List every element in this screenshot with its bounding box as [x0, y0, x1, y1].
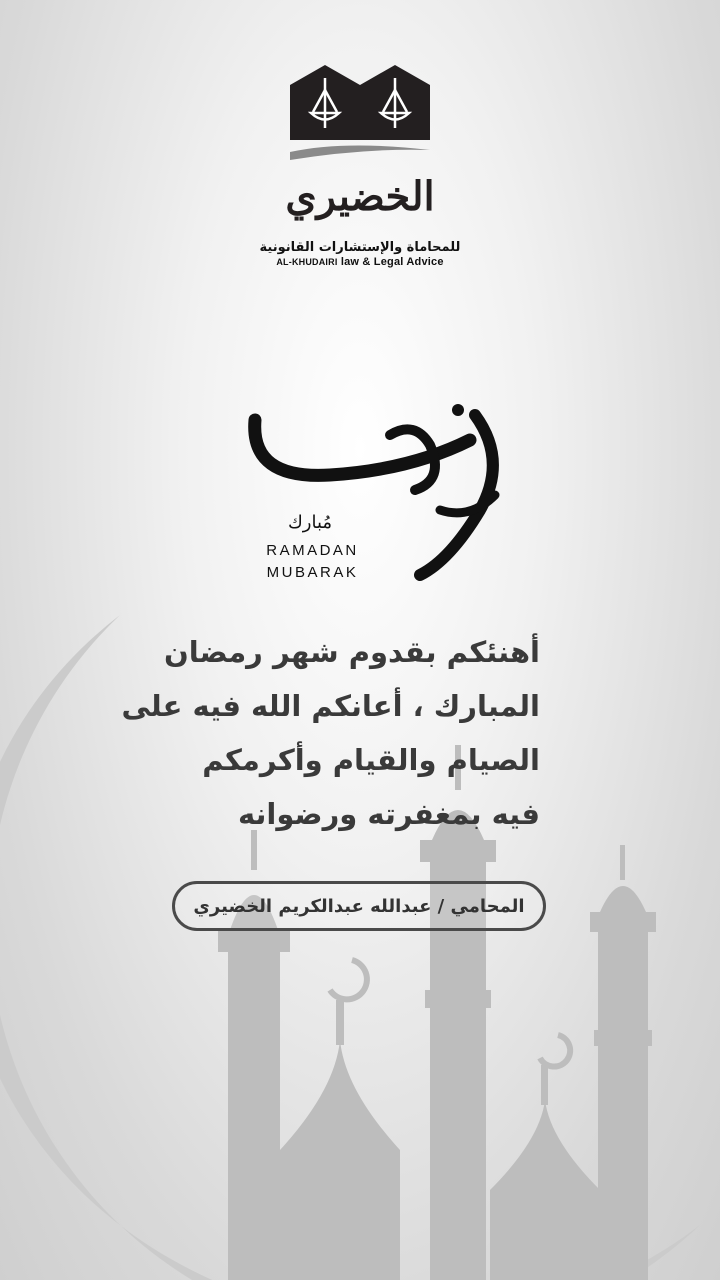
firm-logo — [0, 60, 720, 220]
logo-arabic-calligraphy: الخضيري — [285, 173, 435, 220]
greeting-line: أهنئكم بقدوم شهر رمضان — [164, 635, 540, 669]
scales-justice-icon — [285, 60, 435, 170]
greeting-message — [121, 625, 540, 841]
logo-tagline-arabic: للمحاماة والإستشارات القانونية — [259, 240, 461, 255]
logo-tagline-english — [0, 256, 720, 268]
logo-desc-english: law & Legal Advice — [340, 256, 444, 268]
logo-name-english: AL-KHUDAIRI — [276, 257, 338, 267]
ramadan-word: RAMADAN — [266, 542, 359, 559]
greeting-line: فيه بمغفرته ورضوانه — [237, 797, 540, 831]
lawyer-signature-badge — [172, 881, 546, 931]
ramadan-mubarak-english — [255, 540, 370, 584]
mubarak-word: MUBARAK — [266, 564, 359, 581]
lawyer-signature-text: المحامي / عبدالله عبدالكريم الخضيري — [193, 895, 525, 917]
greeting-line: المبارك ، أعانكم الله فيه على — [121, 689, 540, 723]
greeting-line: الصيام والقيام وأكرمكم — [202, 743, 540, 777]
mubarak-arabic: مُبارك — [287, 512, 333, 533]
